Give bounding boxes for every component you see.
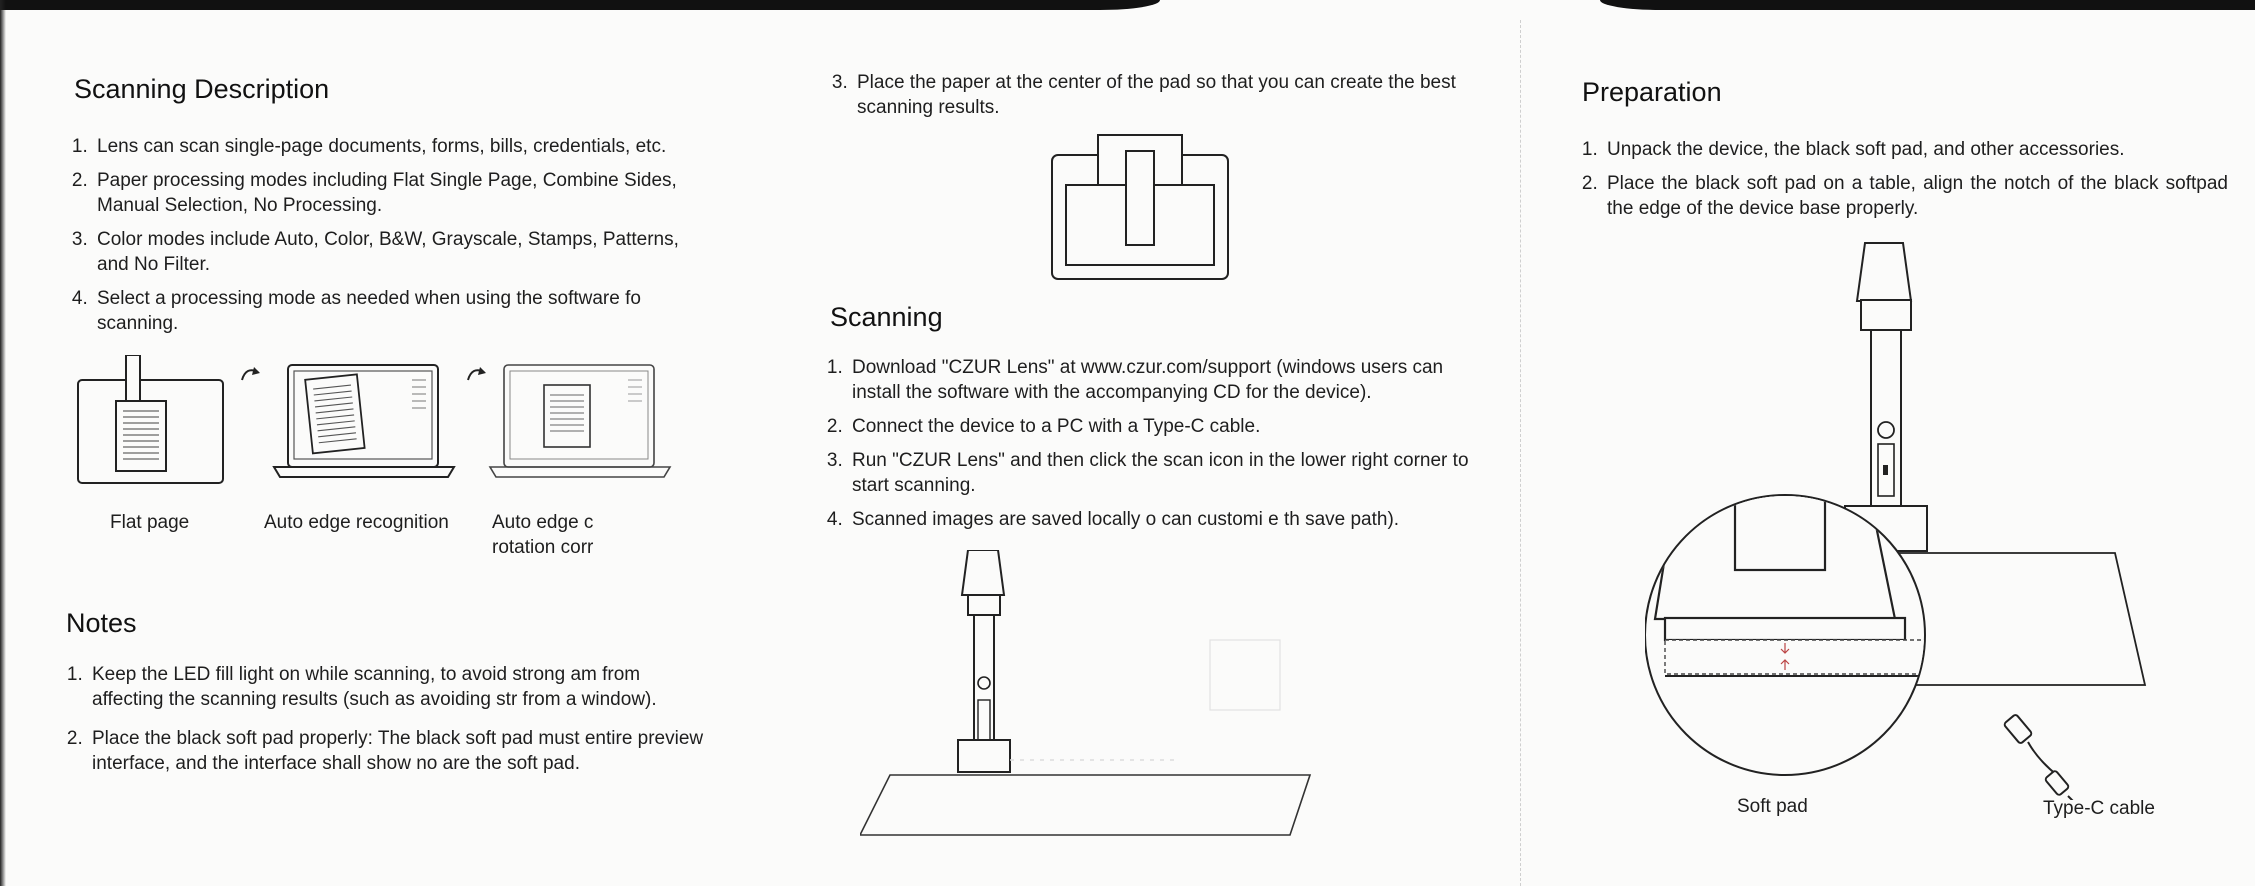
notes-list [60,662,708,785]
panel-scanning [820,0,1469,886]
list-item: 1. Lens can scan single-page documents, forms, bills, credentials, etc. [93,134,733,159]
processing-modes-illustration [76,355,696,490]
list-item: 2. Connect the device to a PC with a Type-C cable. [848,414,1478,439]
scanning-list [820,355,1478,541]
section-title: Preparation [1582,77,1722,107]
list-item: 3. Run "CZUR Lens" and then click the scan icon in the lower right corner to start scanning. [848,448,1478,498]
placement-list [825,70,1483,129]
list-item: 2. Place the black soft pad properly: The black soft pad must entire preview interface, and the interface shall show no are the soft pad. [88,726,708,776]
device-softpad-illustration [1645,240,2165,800]
caption-type-c-cable: Type-C cable [2043,798,2155,819]
panel-preparation [1575,0,2228,886]
caption-auto-edge-rotation: Auto edge c rotation corr [492,512,594,558]
scanning-description-list [65,134,733,345]
preparation-list [1575,137,2228,230]
caption-soft-pad: Soft pad [1737,796,1808,817]
list-item: 1. Unpack the device, the black soft pad, and other accessories. [1603,137,2228,162]
list-item: 1. Download "CZUR Lens" at www.czur.com/support (windows users can install the software with the accompanying CD for the device). [848,355,1478,405]
page-shadow [0,0,6,886]
section-title: Scanning Description [74,74,330,104]
list-item: 3. Place the paper at the center of the pad so that you can create the best scanning results. [853,70,1483,120]
section-title: Scanning [830,302,943,332]
caption-auto-edge-recognition: Auto edge recognition [264,512,449,533]
scanner-connection-illustration [860,550,1420,840]
panel-scanning-description [60,0,704,886]
list-item: 2. Place the black soft pad on a table, align the notch of the black softpad the edge of the device base properly. [1603,171,2228,221]
list-item: 3. Color modes include Auto, Color, B&W, Grayscale, Stamps, Patterns, and No Filter. [93,227,707,277]
list-item: 2. Paper processing modes including Flat Single Page, Combine Sides, Manual Selection, No Processing. [93,168,707,218]
pad-center-illustration [1050,133,1230,283]
caption-flat-page: Flat page [110,512,190,533]
list-item: 1. Keep the LED fill light on while scanning, to avoid strong am from affecting the scanning results (such as avoiding str from a window). [88,662,708,712]
list-item: 4. Select a processing mode as needed when using the software fo scanning. [93,286,682,336]
fold-line [1520,20,1521,886]
section-title: Notes [66,608,137,638]
list-item: 4. Scanned images are saved locally o can customi e th save path). [848,507,1478,532]
